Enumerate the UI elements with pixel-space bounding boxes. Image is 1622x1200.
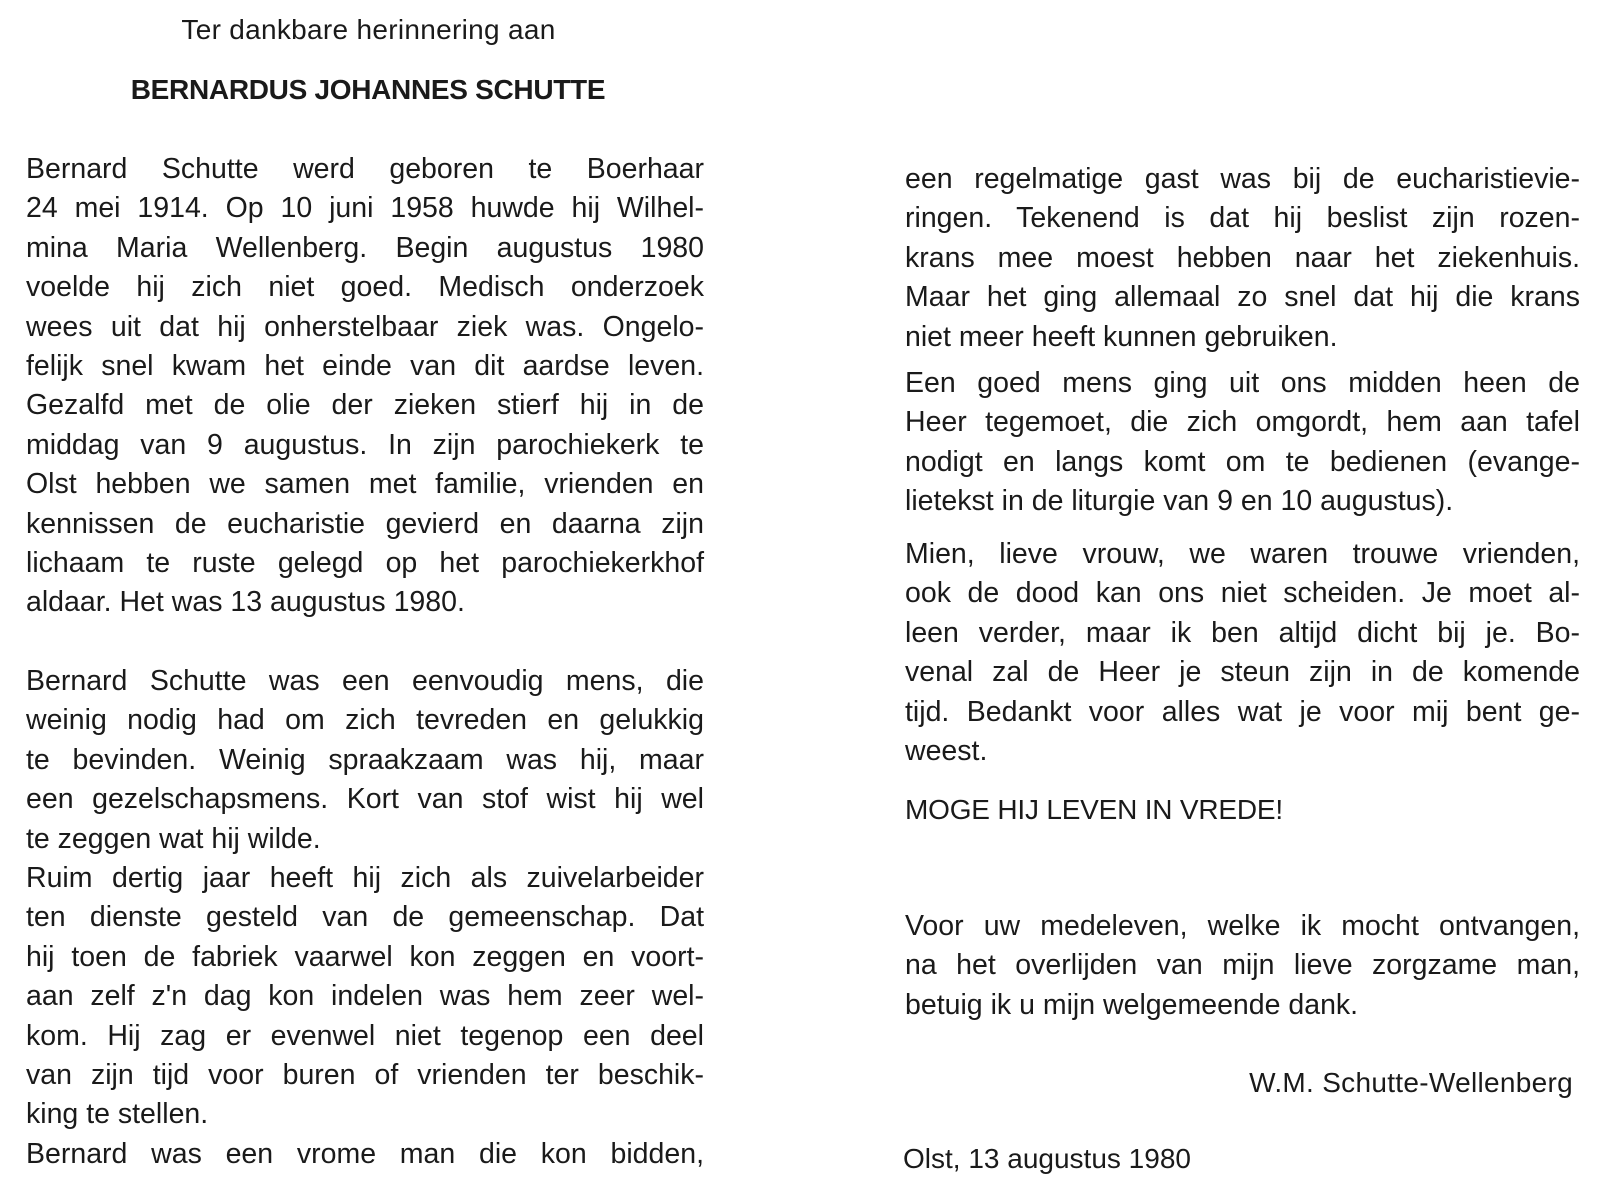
text-line: na het overlijden van mijn lieve zorgzame man, bbox=[905, 949, 1580, 982]
left-column-text bbox=[26, 150, 704, 1174]
text-line: Gezalfd met de olie der zieken stierf hij in de bbox=[26, 389, 704, 422]
text-line: ringen. Tekenend is dat hij beslist zijn rozen- bbox=[905, 202, 1580, 235]
text-line: middag van 9 augustus. In zijn parochiekerk te bbox=[26, 428, 704, 461]
text-line: niet meer heeft kunnen gebruiken. bbox=[905, 320, 1338, 353]
text-line: MOGE HIJ LEVEN IN VREDE! bbox=[905, 794, 1283, 825]
text-line: ook de dood kan ons niet scheiden. Je moet al- bbox=[905, 577, 1580, 610]
text-line: king te stellen. bbox=[26, 1098, 209, 1131]
signature: W.M. Schutte-Wellenberg bbox=[1249, 1067, 1573, 1098]
text-line: te bevinden. Weinig spraakzaam was hij, maar bbox=[26, 743, 704, 776]
deceased-name: BERNARDUS JOHANNES SCHUTTE bbox=[130, 74, 606, 105]
text-line: te zeggen wat hij wilde. bbox=[26, 822, 321, 855]
text-line: aan zelf z'n dag kon indelen was hem zeer wel- bbox=[26, 980, 704, 1013]
text-line: weest. bbox=[905, 734, 988, 767]
text-line: Maar het ging allemaal zo snel dat hij die krans bbox=[905, 281, 1580, 314]
paragraph bbox=[905, 160, 1580, 357]
text-line: weinig nodig had om zich tevreden en gelukkig bbox=[26, 704, 704, 737]
text-line: ten dienste gesteld van de gemeenschap. Dat bbox=[26, 901, 704, 934]
paragraph bbox=[905, 364, 1580, 522]
paragraph bbox=[905, 535, 1580, 771]
text-line: betuig ik u mijn welgemeende dank. bbox=[905, 988, 1359, 1021]
text-line: Heer tegemoet, die zich omgordt, hem aan tafel bbox=[905, 406, 1580, 439]
text-line: Bernard Schutte was een eenvoudig mens, die bbox=[26, 665, 704, 698]
text-line: een regelmatige gast was bij de eucharistievie- bbox=[905, 163, 1580, 195]
intro-heading: Ter dankbare herinnering aan bbox=[181, 14, 556, 45]
text-line: Ruim dertig jaar heeft hij zich als zuivelarbeider bbox=[26, 862, 704, 895]
text-line: 24 mei 1914. Op 10 juni 1958 huwde hij Wilhel- bbox=[26, 192, 704, 225]
text-line: voelde hij zich niet goed. Medisch onderzoek bbox=[26, 271, 704, 304]
paragraph bbox=[905, 907, 1580, 1025]
text-line: wees uit dat hij onherstelbaar ziek was. Ongelo- bbox=[26, 310, 704, 343]
text-line: lichaam te ruste gelegd op het parochiekerkhof bbox=[26, 546, 704, 579]
text-line: nodigt en langs komt om te bedienen (evange- bbox=[905, 445, 1580, 478]
text-line: Bernard was een vrome man die kon bidden, bbox=[26, 1137, 704, 1170]
text-line: hij toen de fabriek vaarwel kon zeggen en voort- bbox=[26, 940, 704, 973]
text-line: aldaar. Het was 13 augustus 1980. bbox=[26, 586, 465, 619]
text-line: Olst hebben we samen met familie, vrienden en bbox=[26, 468, 704, 501]
text-line: Bernard Schutte werd geboren te Boerhaar bbox=[26, 153, 704, 185]
closing-blessing bbox=[905, 790, 1580, 829]
text-line: lietekst in de liturgie van 9 en 10 augustus). bbox=[905, 485, 1454, 518]
text-line: mina Maria Wellenberg. Begin augustus 1980 bbox=[26, 231, 704, 264]
text-line: kom. Hij zag er evenwel niet tegenop een deel bbox=[26, 1019, 704, 1052]
text-line: felijk snel kwam het einde van dit aardse leven. bbox=[26, 349, 704, 382]
text-line: kennissen de eucharistie gevierd en daarna zijn bbox=[26, 507, 704, 540]
text-line: van zijn tijd voor buren of vrienden ter beschik- bbox=[26, 1058, 704, 1091]
text-line: venal zal de Heer je steun zijn in de komende bbox=[905, 656, 1580, 689]
text-line: leen verder, maar ik ben altijd dicht bij je. Bo- bbox=[905, 616, 1580, 649]
text-line: Mien, lieve vrouw, we waren trouwe vrienden, bbox=[905, 538, 1580, 570]
paragraph-gap bbox=[26, 623, 704, 662]
text-line: tijd. Bedankt voor alles wat je voor mij bent ge- bbox=[905, 695, 1580, 728]
text-line: Voor uw medeleven, welke ik mocht ontvangen, bbox=[905, 910, 1580, 942]
text-line: Een goed mens ging uit ons midden heen de bbox=[905, 367, 1580, 399]
text-line: een gezelschapsmens. Kort van stof wist hij wel bbox=[26, 783, 704, 816]
place-date: Olst, 13 augustus 1980 bbox=[903, 1143, 1191, 1174]
text-line: krans mee moest hebben naar het ziekenhuis. bbox=[905, 241, 1580, 274]
